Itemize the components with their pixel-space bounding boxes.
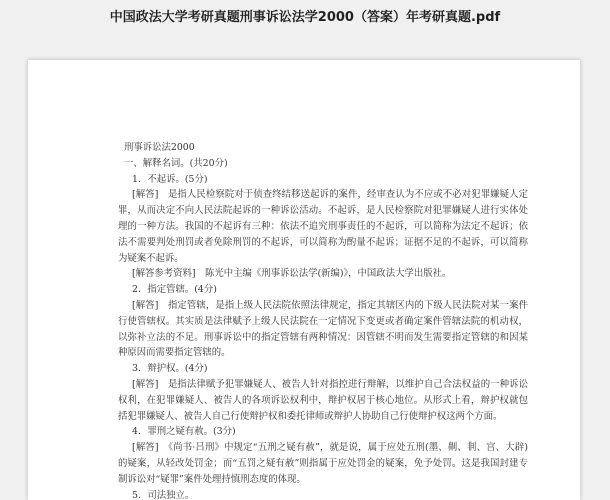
pdf-page <box>28 60 580 500</box>
term-2-title: 2．指定管辖。(4分) <box>132 284 217 296</box>
term-1-title: 1．不起诉。(5分) <box>132 173 208 185</box>
document-title-bar <box>0 0 610 48</box>
term-3-answer: [解答] 是指法律赋予犯罪嫌疑人、被告人针对指控进行辩解，以维护自己合法权益的一种诉讼权利，在犯罪嫌疑人、被告人的各项诉讼权利中，辩护权居于核心地位。从形式上看，辩护权就包括犯罪嫌疑人、被告人自己行使辩护权和委托律师或辩护人协助自己行使辩护权这两个方面。 <box>118 378 528 422</box>
term-1-answer: [解答] 是指人民检察院对于侦查终结移送起诉的案件，经审查认为不应或不必对犯罪嫌疑人定罪，从而决定不向人民法院起诉的一种诉讼活动。不起诉，是人民检察院对犯罪嫌疑人进行实体处理的一种方法。我国的不起诉有三种：依法不追究刑事责任的不起诉，可以简称为法定不起诉；依法不需要判处刑罚或者免除刑罚的不起诉，可以简称为酌量不起诉；证据不足的不起诉，可以简称为疑案不起诉。 <box>118 189 528 264</box>
term-4-answer: [解答] 《尚书·吕刑》中规定“五刑之疑有赦”，就是说，属于应处五刑(墨、劓、剕、宫、大辟)的疑案，从轻改处罚金；而“五罚之疑有赦”则指属于应处罚金的疑案，免予处罚。这是我国封建专制诉讼对“疑罪”案件处理持慎刑态度的体现。 <box>118 442 528 485</box>
section-heading: 一、解释名词。(共20分) <box>124 157 228 169</box>
term-3-title: 3．辩护权。(4分) <box>132 363 208 375</box>
reference-note: [解答参考资料] 陈光中主编《刑事诉讼法学(新编)》，中国政法大学出版社。 <box>132 268 452 280</box>
term-2-answer: [解答] 指定管辖，是指上级人民法院依照法律规定，指定其辖区内的下级人民法院对某一案件行使管辖权。其实质是法律赋予上级人民法院在一定情况下变更或者确定案件管辖法院的机动权，以弥补立法的不足。刑事诉讼中的指定管辖有两种情况：因管辖不明而发生需要指定管辖的和因某种原因而需要指定管辖的。 <box>118 299 528 359</box>
term-5-title: 5．司法独立。 <box>132 489 195 500</box>
doc-heading: 刑事诉讼法2000 <box>124 142 195 153</box>
page-content <box>118 140 528 500</box>
term-4-title: 4．罪刑之疑有赦。(3分) <box>132 426 236 438</box>
document-title: 中国政法大学考研真题刑事诉讼法学2000（答案）年考研真题.pdf <box>109 10 501 25</box>
